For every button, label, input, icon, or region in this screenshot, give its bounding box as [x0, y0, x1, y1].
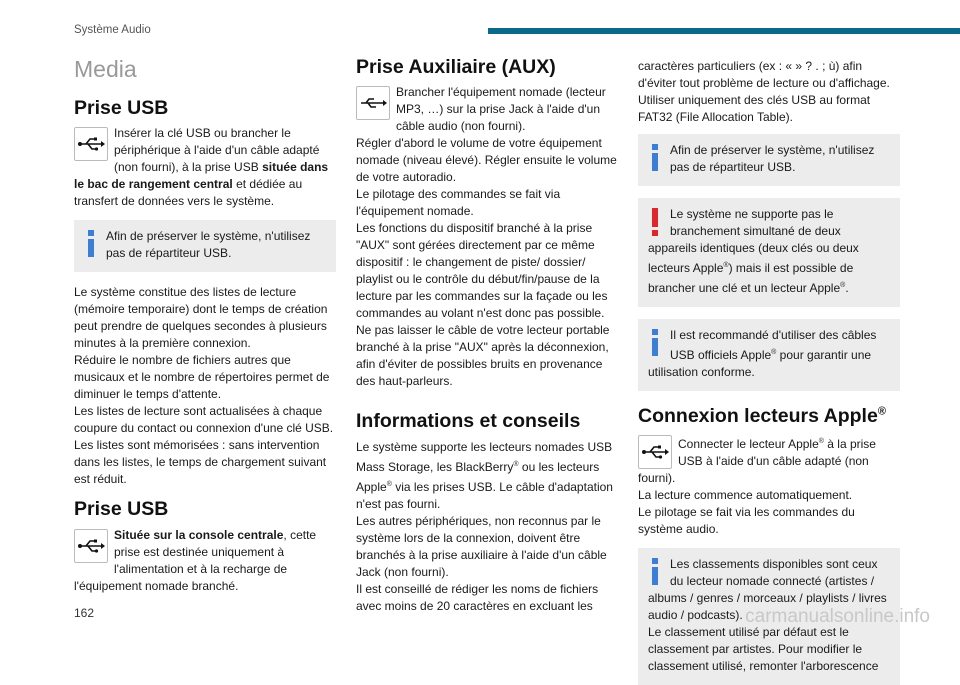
info-note: Afin de préserver le système, n'utilisez pas de répartiteur USB.	[638, 134, 900, 186]
header-accent-bar	[488, 28, 960, 34]
usb-icon	[74, 127, 108, 161]
apple-paragraph: Connecter le lecteur Apple® à la prise USB à l'aide d'un câble adapté (non fourni). La lecture commence automatiquement. Le pilotage se fait via les commandes du système audio.	[638, 437, 876, 537]
warning-icon	[648, 208, 662, 236]
column-1	[74, 50, 336, 595]
column-2	[356, 50, 618, 615]
aux-paragraph: Brancher l'équipement nomade (lecteur MP3, …) sur la prise Jack à l'aide d'un câble audio (non fourni). Régler d'abord le volume de votre équipement nomade (niveau élevé). Régler ensuite le volume de votre autoradio. Le pilotage des commandes se fait via l'équipement nomade. Les fonctions du dispositif branché à la prise "AUX" sont gérées directement par ce même dispositif : le changement de piste/ dossier/ playlist ou le contrôle du début/fin/pause de la lecture par les commandes sur la façade ou les commandes au volant n'est donc pas possible. Ne pas laisser le câble de votre lecteur portable branché à la prise "AUX" après la déconnexion, afin d'éviter de possibles bruits en provenance des haut-parleurs.	[356, 85, 617, 389]
info-paragraph: Le système supporte les lecteurs nomades USB Mass Storage, les BlackBerry® ou les lecteurs Apple® via les prises USB. Le câble d'adaptation n'est pas fourni. Les autres périphériques, non reconnus par le système lors de la connexion, doivent être branchés à la prise auxiliaire à l'aide d'un câble Jack (non fourni). Il est conseillé de rédiger les noms de fichiers avec moins de 20 caractères en excluant les	[356, 439, 613, 613]
usb-icon	[638, 435, 672, 469]
usb-paragraph: Insérer la clé USB ou brancher le périphérique à l'aide d'un câble adapté (non fourni), à la prise USB située dans le bac de rangement central et dédiée au transfert de données vers le système.	[74, 126, 329, 209]
section-heading-info: Informations et conseils	[356, 410, 581, 433]
info-note: Afin de préserver le système, n'utilisez pas de répartiteur USB.	[74, 220, 336, 272]
playlist-paragraph: Le système constitue des listes de lecture (mémoire temporaire) dont le temps de création peut prendre de quelques secondes à plusieurs minutes à la première connexion. Réduire le nombre de fichiers autres que musicaux et le nombre de répertoires permet de diminuer le temps d'attente. Les listes de lecture sont actualisées à chaque coupure du contact ou connexion d'une clé USB. Les listes sont mémorisées : sans intervention dans les listes, le temps de chargement suivant est réduit.	[74, 285, 334, 487]
section-heading-usb: Prise USB	[74, 97, 169, 119]
usb-console-paragraph: Située sur la console centrale, cette prise est destinée uniquement à l'alimentation et à la recharge de l'équipement nomade branché.	[74, 527, 317, 593]
header-title: Système Audio	[74, 24, 151, 36]
info-icon	[84, 230, 98, 258]
page-number: 162	[74, 606, 95, 620]
column-3	[638, 58, 900, 685]
info-icon	[648, 144, 662, 172]
section-heading-apple: Connexion lecteurs Apple®	[638, 405, 886, 427]
continued-paragraph: caractères particuliers (ex : « » ? . ; ù) afin d'éviter tout problème de lecture ou d'affichage. Utiliser uniquement des clés USB au format FAT32 (File Allocation Table).	[638, 59, 890, 124]
info-icon	[648, 558, 662, 586]
section-heading-usb-console: Prise USB	[74, 498, 169, 521]
info-icon	[648, 329, 662, 357]
aux-jack-icon	[356, 86, 390, 120]
watermark: carmanualsonline.info	[745, 606, 930, 627]
info-note: Les classements disponibles sont ceux du lecteur nomade connecté (artistes / albums / genres / morceaux / playlists / livres audio / podcasts). Le classement utilisé par défaut est le classement par artistes. Pour modifier le classement utilisé, remonter l'arborescence	[638, 548, 900, 685]
info-note: Il est recommandé d'utiliser des câbles USB officiels Apple® pour garantir une utilisation conforme.	[638, 319, 900, 391]
warning-note: Le système ne supporte pas le branchement simultané de deux appareils identiques (deux clés ou deux lecteurs Apple®) mais il est possible de brancher une clé et un lecteur Apple®.	[638, 198, 900, 307]
page-title: Media	[74, 56, 137, 82]
usb-icon	[74, 529, 108, 563]
section-heading-aux: Prise Auxiliaire (AUX)	[356, 56, 556, 78]
